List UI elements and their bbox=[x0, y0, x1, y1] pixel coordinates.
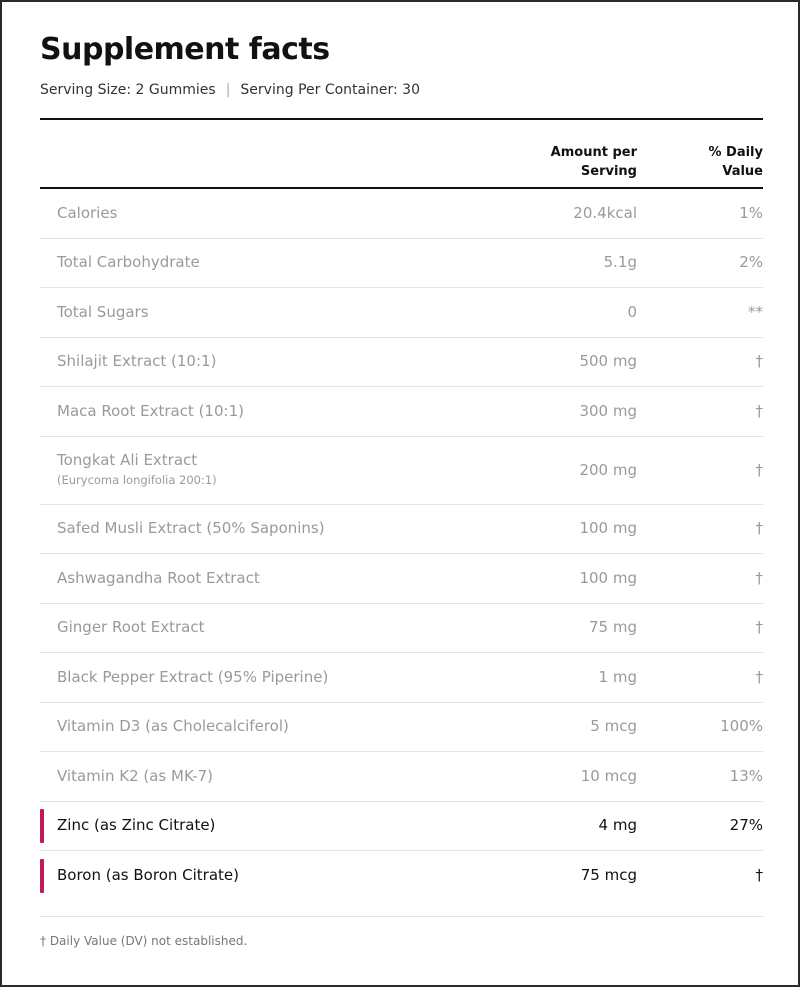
amount-per-serving: 4 mg bbox=[598, 816, 637, 835]
footer-divider bbox=[40, 916, 763, 917]
amount-per-serving: 300 mg bbox=[579, 401, 637, 420]
daily-value: † bbox=[755, 401, 763, 420]
amount-per-serving: 0 bbox=[627, 302, 637, 321]
daily-value: † bbox=[755, 618, 763, 637]
table-row bbox=[40, 239, 763, 289]
nutrient-name: Maca Root Extract (10:1) bbox=[57, 401, 244, 420]
table-row bbox=[40, 189, 763, 239]
serving-size: Serving Size: 2 Gummies bbox=[40, 82, 216, 98]
daily-value: † bbox=[755, 460, 763, 479]
table-row bbox=[40, 802, 763, 852]
daily-value: † bbox=[755, 865, 763, 884]
nutrient-name: Calories bbox=[57, 203, 118, 222]
table-row bbox=[40, 703, 763, 753]
amount-per-serving: 1 mg bbox=[598, 667, 637, 686]
amount-per-serving: 20.4kcal bbox=[573, 203, 637, 222]
table-row bbox=[40, 505, 763, 555]
table-row bbox=[40, 604, 763, 654]
amount-per-serving: 75 mg bbox=[589, 618, 637, 637]
table-row bbox=[40, 752, 763, 802]
nutrient-name: Boron (as Boron Citrate) bbox=[57, 865, 239, 884]
highlight-marker bbox=[40, 859, 44, 893]
highlight-marker bbox=[40, 809, 44, 843]
top-divider bbox=[40, 118, 763, 120]
nutrient-subtext: (Eurycoma longifolia 200:1) bbox=[57, 472, 217, 487]
nutrient-name: Safed Musli Extract (50% Saponins) bbox=[57, 519, 325, 538]
amount-per-serving: 5 mcg bbox=[590, 717, 637, 736]
serving-separator: | bbox=[225, 82, 231, 98]
amount-per-serving: 100 mg bbox=[579, 519, 637, 538]
amount-per-serving: 5.1g bbox=[603, 253, 637, 272]
table-row bbox=[40, 338, 763, 388]
daily-value: ** bbox=[748, 302, 763, 321]
daily-value: 27% bbox=[729, 816, 763, 835]
daily-value: † bbox=[755, 667, 763, 686]
nutrient-name: Shilajit Extract (10:1) bbox=[57, 352, 217, 371]
amount-per-serving: 75 mcg bbox=[580, 865, 637, 884]
amount-column-header: Amount per Serving bbox=[550, 145, 637, 179]
daily-value: 13% bbox=[729, 766, 763, 785]
nutrient-name: Ginger Root Extract bbox=[57, 618, 205, 637]
table-row bbox=[40, 387, 763, 437]
daily-value: 1% bbox=[739, 203, 763, 222]
amount-per-serving: 200 mg bbox=[579, 460, 637, 479]
nutrient-name: Vitamin K2 (as MK-7) bbox=[57, 766, 214, 785]
daily-value-column-header: % Daily Value bbox=[708, 145, 763, 179]
nutrient-name: Total Sugars bbox=[57, 302, 149, 321]
daily-value: 2% bbox=[739, 253, 763, 272]
nutrient-name: Black Pepper Extract (95% Piperine) bbox=[57, 667, 329, 686]
amount-per-serving: 500 mg bbox=[579, 352, 637, 371]
daily-value: 100% bbox=[720, 717, 763, 736]
table-row bbox=[40, 437, 763, 505]
amount-per-serving: 100 mg bbox=[579, 568, 637, 587]
nutrient-name: Total Carbohydrate bbox=[57, 253, 200, 272]
footnote: † Daily Value (DV) not established. bbox=[40, 934, 248, 948]
daily-value: † bbox=[755, 519, 763, 538]
page-title: Supplement facts bbox=[40, 32, 330, 67]
nutrient-name: Tongkat Ali Extract (Eurycoma longifolia 200:1) bbox=[57, 450, 217, 487]
table-row bbox=[40, 554, 763, 604]
daily-value: † bbox=[755, 352, 763, 371]
nutrient-name: Ashwagandha Root Extract bbox=[57, 568, 260, 587]
amount-per-serving: 10 mcg bbox=[580, 766, 637, 785]
table-row bbox=[40, 653, 763, 703]
serving-info bbox=[40, 82, 420, 98]
servings-per-container: Serving Per Container: 30 bbox=[240, 82, 420, 98]
nutrient-name: Vitamin D3 (as Cholecalciferol) bbox=[57, 717, 289, 736]
table-row bbox=[40, 851, 763, 901]
nutrient-table bbox=[40, 189, 763, 901]
daily-value: † bbox=[755, 568, 763, 587]
nutrient-name: Zinc (as Zinc Citrate) bbox=[57, 816, 216, 835]
table-row bbox=[40, 288, 763, 338]
